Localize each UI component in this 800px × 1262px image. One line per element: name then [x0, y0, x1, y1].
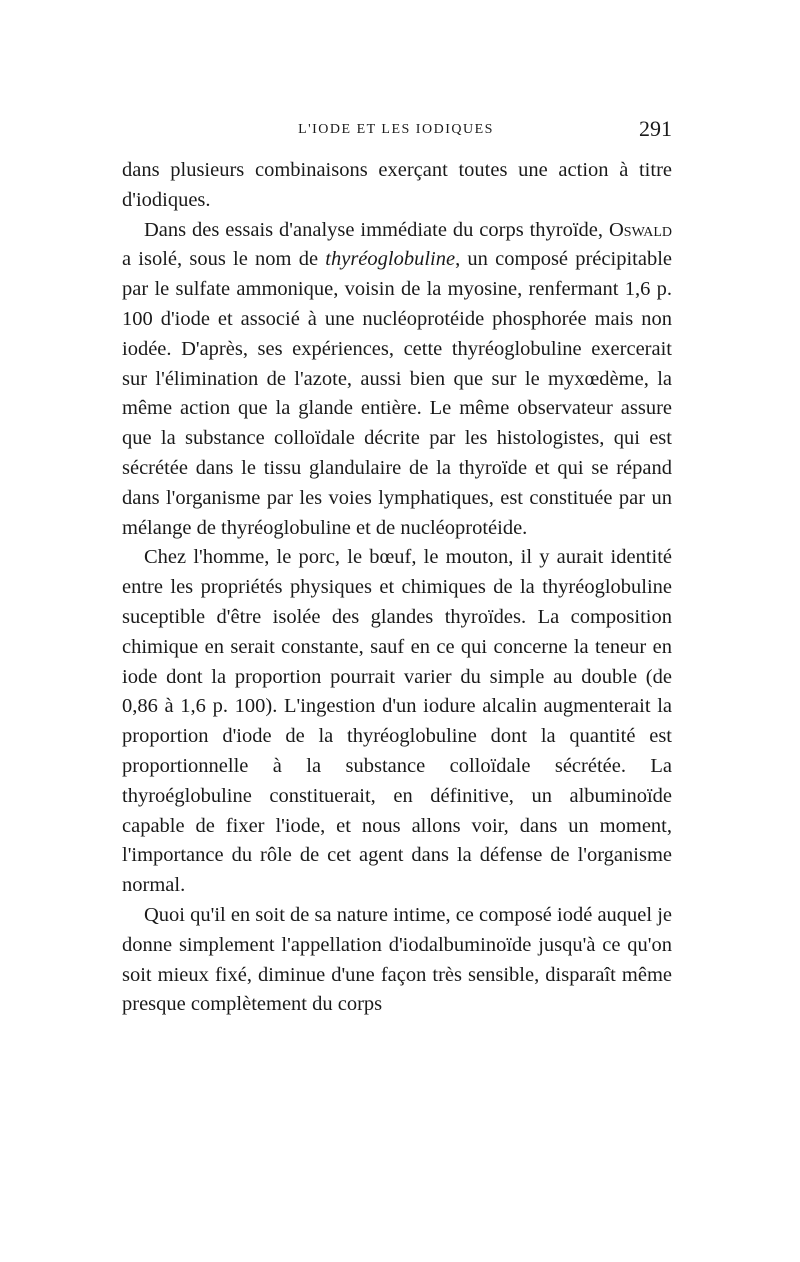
- paragraph-4: Quoi qu'il en soit de sa nature intime, ce composé iodé auquel je donne simplement l'appellation d'iodalbuminoïde jusqu'à ce qu'on soit mieux fixé, diminue d'une façon très sensible, disparaît même presque complètement du corps: [122, 903, 673, 1016]
- author-name: Oswald: [608, 218, 673, 241]
- paragraph-2: [122, 216, 672, 544]
- paragraph-2-mid: a isolé, sous le nom de: [122, 248, 326, 271]
- paragraph-1: dans plusieurs combinaisons exerçant toutes une action à titre d'iodiques.: [122, 159, 672, 211]
- page-number: 291: [639, 116, 672, 141]
- italic-term: thyréoglobuline: [325, 248, 456, 271]
- paragraph-2-rest: , un composé précipitable par le sulfate ammonique, voisin de la myosine, renfermant 1,6 p. 100 d'iode et associé à une nucléoprotéide phosphorée mais non iodée. D'après, ses expériences, cette thyréoglobuline exercerait sur l'élimination de l'azote, aussi bien que sur le myxœdème, la même action que la glande entière. Le même observateur assure que la substance colloïdale décrite par les histologistes, qui est sécrétée dans le tissu glandulaire de la thyroïde et qui se répand dans l'organisme par les voies lymphatiques, est constituée par un mélange de thyréoglobuline et de nucléoprotéide.: [122, 248, 672, 539]
- page-header: [120, 116, 672, 146]
- running-title: L'IODE ET LES IODIQUES: [298, 122, 494, 137]
- paragraph-3: Chez l'homme, le porc, le bœuf, le mouton, il y aurait identité entre les propriétés physiques et chimiques de la thyréoglobuline suceptible d'être isolée des glandes thyroïdes. La composition chimique en serait constante, sauf en ce qui concerne la teneur en iode dont la proportion pourrait varier du simple au double (de 0,86 à 1,6 p. 100). L'ingestion d'un iodure alcalin augmenterait la proportion d'iode de la thyréoglobuline dont la quantité est proportionnelle à la substance colloïdale sécrétée. La thyroéglobuline constituerait, en définitive, un albuminoïde capable de fixer l'iode, et nous allons voir, dans un moment, l'importance du rôle de cet agent dans la défense de l'organisme normal.: [122, 546, 672, 897]
- paragraph-2-lead: Dans des essais d'analyse immédiate du corps thyroïde,: [144, 218, 604, 241]
- body-text: [122, 156, 672, 1020]
